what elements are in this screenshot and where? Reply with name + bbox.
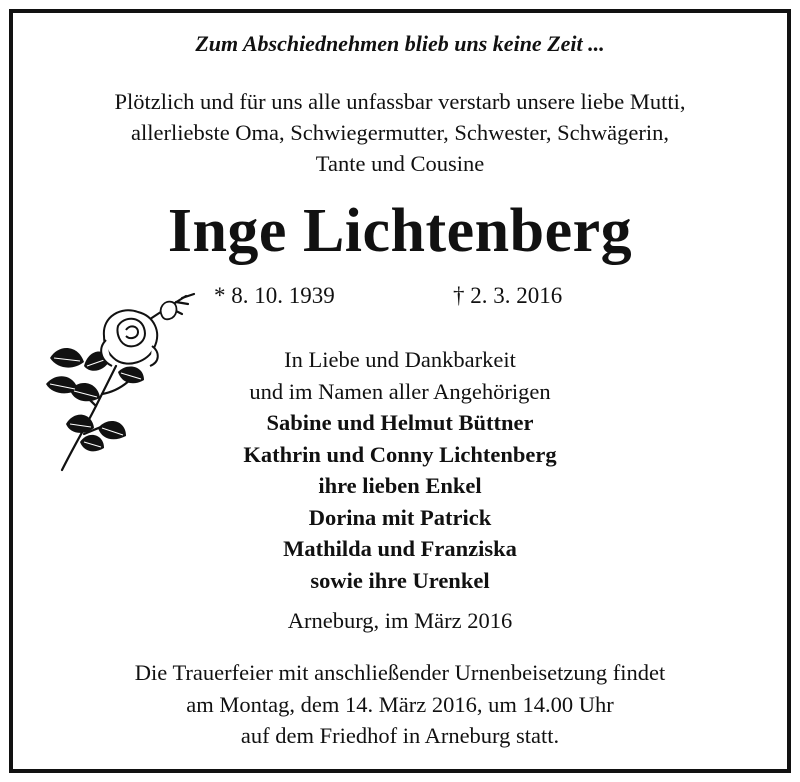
mourner-line-3: Sabine und Helmut Büttner: [266, 410, 534, 435]
death-date: † 2. 3. 2016: [453, 283, 563, 308]
mourner-line-5: ihre lieben Enkel: [318, 473, 482, 498]
place-date: Arneburg, im März 2016: [287, 608, 513, 633]
mourner-line-1: In Liebe und Dankbarkeit: [284, 347, 516, 372]
mourner-line-6: Dorina mit Patrick: [308, 504, 492, 530]
intro-line-3: Tante und Cousine: [315, 151, 485, 176]
funeral-line-3: auf dem Friedhof in Arneburg statt.: [240, 723, 560, 748]
birth-date: * 8. 10. 1939: [214, 283, 335, 308]
intro-line-2: allerliebste Oma, Schwiegermutter, Schwester, Schwägerin,: [130, 120, 670, 145]
mourner-line-8: sowie ihre Urenkel: [310, 567, 490, 593]
intro-line-1: Plötzlich und für uns alle unfassbar verstarb unsere liebe Mutti,: [114, 89, 686, 114]
funeral-line-1: Die Trauerfeier mit anschließender Urnenbeisetzung findet: [134, 660, 666, 685]
mourner-line-4: Kathrin und Conny Lichtenberg: [243, 441, 557, 467]
mourner-line-7: Mathilda und Franziska: [283, 536, 517, 561]
motto: Zum Abschiednehmen blieb uns keine Zeit ...: [195, 31, 605, 56]
mourner-line-2: und im Namen aller Angehörigen: [249, 378, 551, 404]
deceased-name: Inge Lichtenberg: [167, 197, 633, 265]
funeral-line-2: am Montag, dem 14. März 2016, um 14.00 Uhr: [186, 691, 614, 717]
